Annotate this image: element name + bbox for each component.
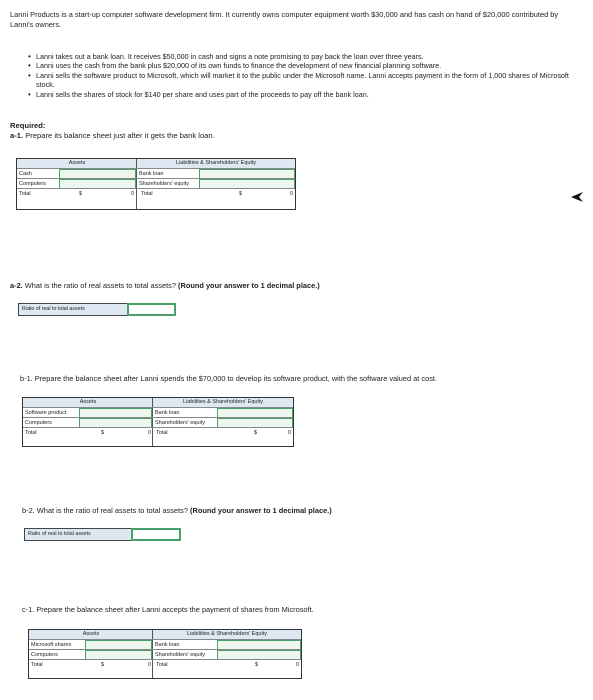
- row-label: Software product: [23, 408, 79, 418]
- b2-question: [22, 506, 332, 515]
- table-row: [17, 188, 295, 199]
- balance-sheet-c1: [28, 629, 302, 679]
- table-row: [23, 427, 293, 438]
- row-label: Total: [17, 189, 59, 199]
- c1-question: c-1. Prepare the balance sheet after Lanni accepts the payment of shares from Microsoft.: [22, 605, 314, 614]
- row-label: Total: [29, 660, 85, 670]
- a2-text: What is the ratio of real assets to total assets?: [22, 281, 176, 290]
- balance-sheet-a1: [16, 158, 296, 210]
- asset-total: 0: [148, 430, 152, 436]
- row-label: Total: [154, 428, 204, 438]
- mouse-cursor-icon: [571, 192, 583, 202]
- liabilities-header: Liabilities & Shareholders' Equity: [153, 630, 301, 639]
- row-label: Computers: [29, 650, 85, 660]
- a1-text: Prepare its balance sheet just after it gets the bank loan.: [23, 131, 215, 140]
- b1-question: b-1. Prepare the balance sheet after Lanni spends the $70,000 to develop its software product, with the software valued at cost.: [20, 374, 438, 383]
- row-label: Bank loan: [153, 640, 217, 650]
- balance-sheet-b1: [22, 397, 294, 447]
- liab-total: 0: [288, 430, 292, 436]
- bullet-item: • Lanni takes out a bank loan. It receives $50,000 in cash and signs a note promising to pay back the loan over three years.: [28, 52, 573, 61]
- row-label: Cash: [17, 169, 59, 179]
- bullet-item: • Lanni uses the cash from the bank plus $20,000 of its own funds to finance the development of new financial planning software.: [28, 61, 573, 70]
- liabilities-header: Liabilities & Shareholders' Equity: [153, 398, 293, 407]
- dollar-sign: $: [101, 430, 105, 436]
- required-section: [10, 121, 215, 141]
- ratio-field-a2: [18, 303, 176, 316]
- row-label: Shareholders' equity: [153, 418, 217, 428]
- row-label: Shareholders' equity: [153, 650, 217, 660]
- a2-hint: (Round your answer to 1 decimal place.): [175, 281, 320, 290]
- row-label: Shareholders' equity: [137, 179, 199, 189]
- ratio-field-b2: [24, 528, 181, 541]
- ratio-label: Ratio of real to total assets: [19, 304, 127, 315]
- row-label: Computers: [17, 179, 59, 189]
- row-label: Microsoft shares: [29, 640, 85, 650]
- asset-total: 0: [148, 662, 152, 668]
- dollar-sign: $: [254, 430, 258, 436]
- ratio-input-b2[interactable]: [131, 528, 181, 541]
- problem-bullets: [28, 52, 573, 99]
- row-label: Bank loan: [153, 408, 217, 418]
- bullet-item: • Lanni sells the software product to Microsoft, which will market it to the public under the Microsoft name. Lanni accepts payment in the form of 1,000 shares of Microsoft stock.: [28, 71, 573, 90]
- required-heading: Required:: [10, 121, 46, 130]
- ratio-input-a2[interactable]: [127, 303, 176, 316]
- dollar-sign: $: [79, 191, 83, 197]
- liabilities-header: Liabilities & Shareholders' Equity: [137, 159, 295, 168]
- liab-total: 0: [296, 662, 300, 668]
- ratio-label: Ratio of real to total assets: [25, 529, 131, 540]
- row-label: Total: [23, 428, 79, 438]
- b2-text: b-2. What is the ratio of real assets to total assets?: [22, 506, 188, 515]
- dollar-sign: $: [101, 662, 105, 668]
- table-row: [29, 659, 301, 670]
- a2-label: a-2.: [10, 281, 23, 290]
- liab-total: 0: [290, 191, 294, 197]
- row-label: Computers: [23, 418, 79, 428]
- row-label: Bank loan: [137, 169, 199, 179]
- bullet-item: • Lanni sells the shares of stock for $140 per share and uses part of the proceeds to pay off the bank loan.: [28, 90, 573, 99]
- a2-question: [10, 281, 320, 290]
- row-label: Total: [154, 660, 204, 670]
- problem-intro: Lanni Products is a start-up computer software development firm. It currently owns computer equipment worth $30,000 and has cash on hand of $20,000 contributed by Lanni's owners.: [10, 10, 559, 29]
- row-label: Total: [139, 189, 189, 199]
- asset-total: 0: [131, 191, 135, 197]
- b2-hint: (Round your answer to 1 decimal place.): [187, 506, 332, 515]
- assets-header: Assets: [23, 398, 153, 407]
- dollar-sign: $: [239, 191, 243, 197]
- dollar-sign: $: [255, 662, 259, 668]
- assets-header: Assets: [29, 630, 153, 639]
- assets-header: Assets: [17, 159, 137, 168]
- a1-label: a-1.: [10, 131, 24, 140]
